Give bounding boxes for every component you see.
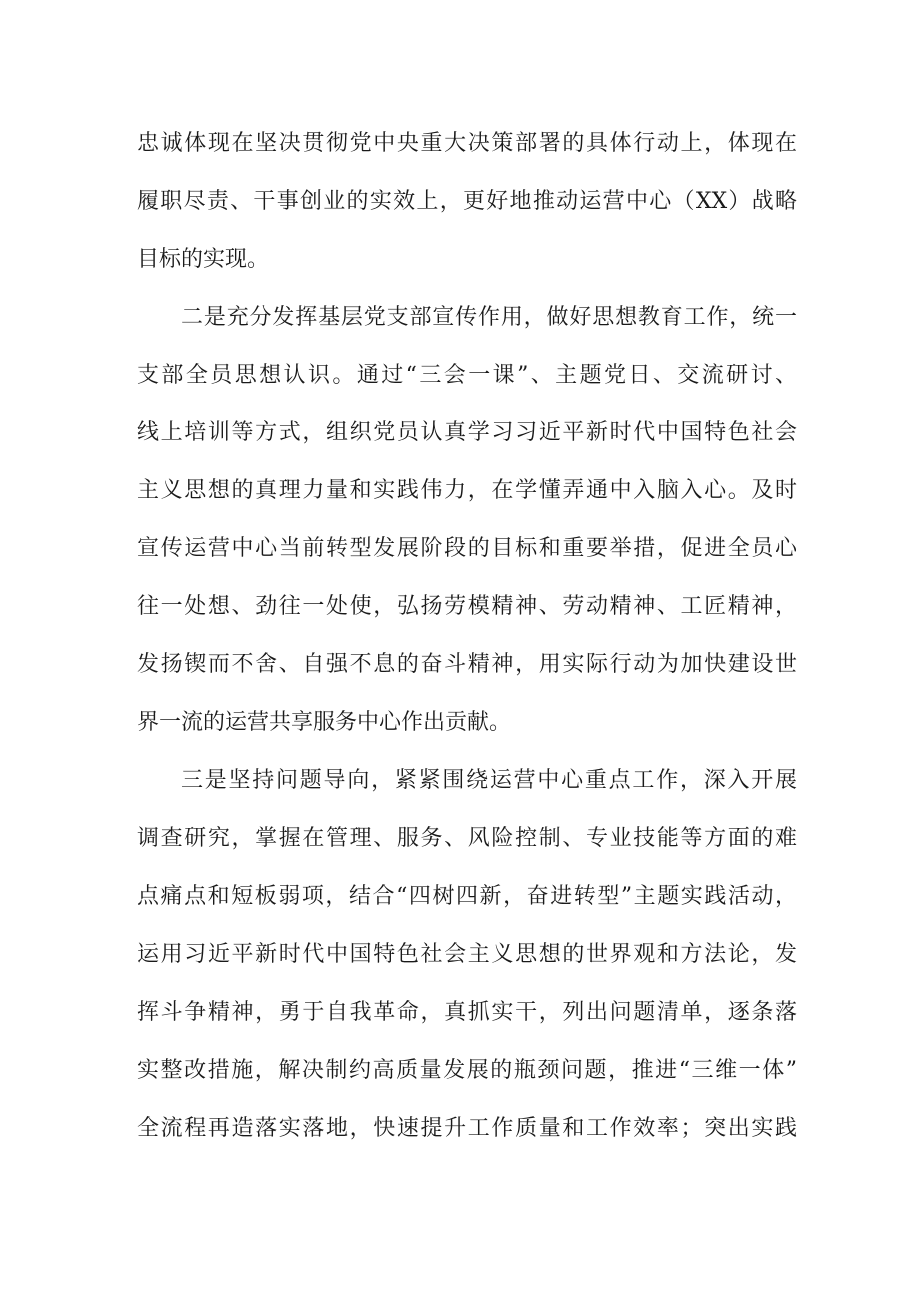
text-line: 履职尽责、干事创业的实效上，更好地推动运营中心（XX）战略 — [137, 189, 797, 214]
text-line: 发扬锲而不舍、自强不息的奋斗精神，用实际行动为加快建设世 — [137, 652, 797, 677]
text-line: 线上培训等方式，组织党员认真学习习近平新时代中国特色社会 — [137, 420, 797, 445]
text-line: 二是充分发挥基层党支部宣传作用，做好思想教育工作，统一 — [181, 305, 797, 330]
text-line: 忠诚体现在坚决贯彻党中央重大决策部署的具体行动上，体现在 — [137, 131, 797, 156]
text-line: 宣传运营中心当前转型发展阶段的目标和重要举措，促进全员心 — [137, 536, 797, 561]
text-line: 全流程再造落实落地，快速提升工作质量和工作效率；突出实践 — [137, 1116, 797, 1141]
text-line: 实整改措施，解决制约高质量发展的瓶颈问题，推进“三维一体” — [137, 1058, 797, 1083]
text-line: 往一处想、劲往一处使，弘扬劳模精神、劳动精神、工匠精神， — [137, 594, 797, 619]
text-line: 挥斗争精神，勇于自我革命，真抓实干，列出问题清单，逐条落 — [137, 1000, 797, 1025]
text-line: 主义思想的真理力量和实践伟力，在学懂弄通中入脑入心。及时 — [137, 478, 797, 503]
text-line: 目标的实现。 — [137, 247, 270, 272]
text-line: 三是坚持问题导向，紧紧围绕运营中心重点工作，深入开展 — [181, 768, 797, 793]
text-line: 点痛点和短板弱项，结合“四树四新，奋进转型”主题实践活动， — [137, 884, 797, 909]
text-line: 调查研究，掌握在管理、服务、风险控制、专业技能等方面的难 — [137, 826, 797, 851]
text-line: 界一流的运营共享服务中心作出贡献。 — [137, 710, 512, 735]
text-line: 运用习近平新时代中国特色社会主义思想的世界观和方法论，发 — [137, 942, 797, 967]
text-line: 支部全员思想认识。通过“三会一课”、主题党日、交流研讨、 — [137, 363, 797, 388]
